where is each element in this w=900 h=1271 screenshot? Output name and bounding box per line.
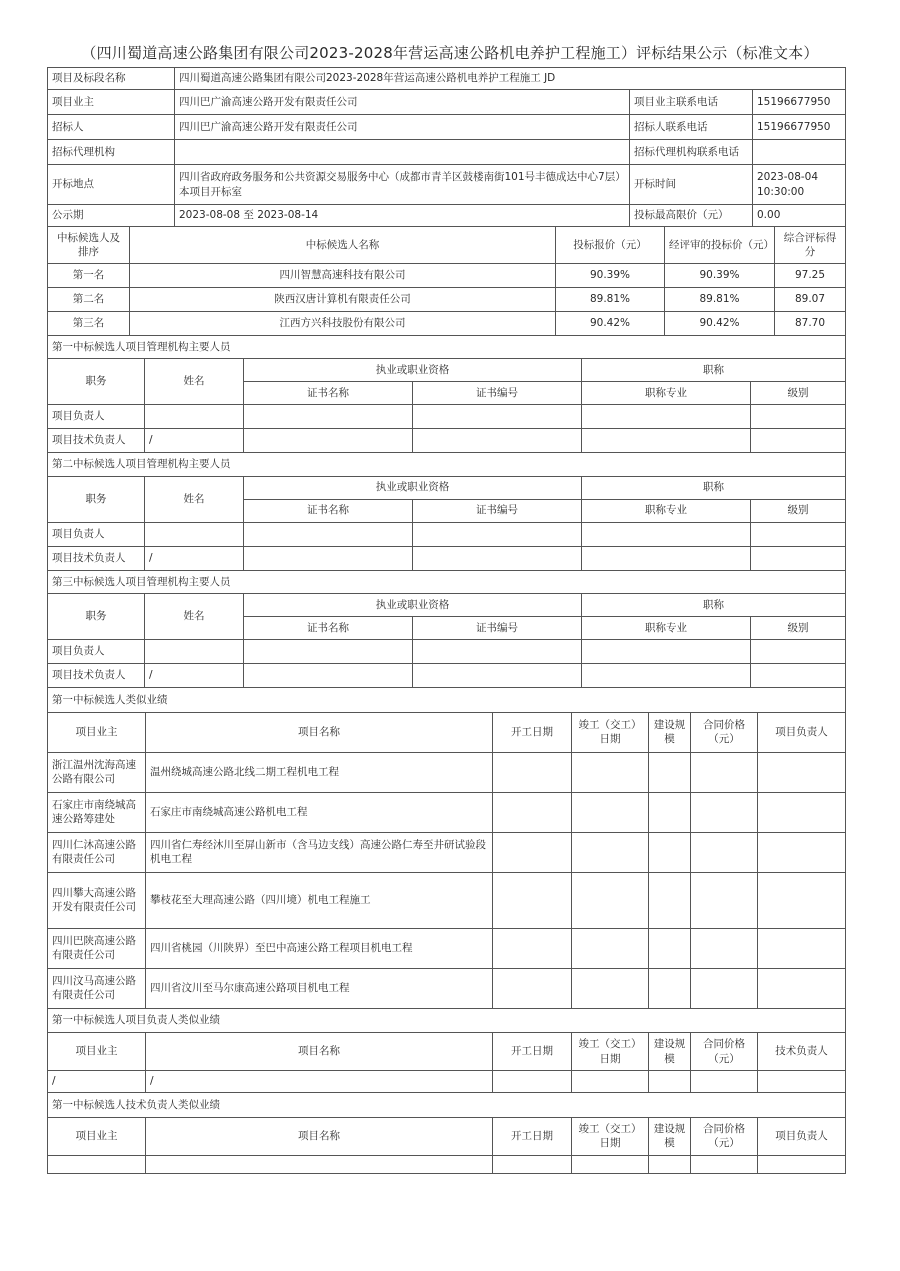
- owner-label: 项目业主: [48, 90, 175, 115]
- cert-no-header: 证书编号: [413, 382, 582, 405]
- table-row: [48, 792, 846, 832]
- level-header: 级别: [751, 499, 846, 522]
- perf-price-header: 合同价格（元）: [691, 712, 758, 752]
- candidate-name: 陕西汉唐计算机有限责任公司: [130, 287, 556, 311]
- duty-header: 职务: [48, 359, 145, 405]
- perf-leader-header: 项目负责人: [758, 712, 846, 752]
- table-row: [48, 405, 846, 429]
- time-label: 开标时间: [630, 165, 753, 205]
- perf-name-cell: /: [146, 1071, 493, 1093]
- table-row: [48, 546, 846, 570]
- perf-name-cell: 四川省桃园（川陕界）至巴中高速公路工程项目机电工程: [146, 928, 493, 968]
- table-row: [48, 263, 846, 287]
- table-row: [48, 968, 846, 1008]
- owner-phone-label: 项目业主联系电话: [630, 90, 753, 115]
- candidate-rank: 第三名: [48, 311, 130, 335]
- max-price-value: 0.00: [753, 205, 846, 227]
- qualification-header: 执业或职业资格: [244, 359, 582, 382]
- level-header: 级别: [751, 382, 846, 405]
- duty-cell: 项目技术负责人: [48, 664, 145, 688]
- title-major-header: 职称专业: [582, 382, 751, 405]
- job-title-header: 职称: [582, 476, 846, 499]
- title-major-header: 职称专业: [582, 617, 751, 640]
- table-row: [48, 752, 846, 792]
- perf-owner-cell: 四川汶马高速公路有限责任公司: [48, 968, 146, 1008]
- qualification-header: 执业或职业资格: [244, 476, 582, 499]
- perf-name-cell: 四川省仁寿经沐川至屏山新市（含马边支线）高速公路仁寿至井研试验段机电工程: [146, 832, 493, 872]
- duty-cell: 项目技术负责人: [48, 429, 145, 453]
- reviewed-header: 经评审的投标价（元）: [665, 227, 775, 263]
- cert-name-header: 证书名称: [244, 499, 413, 522]
- perf-finish-header: 竣工（交工）日期: [572, 1033, 649, 1071]
- perf-scale-header: 建设规模: [649, 1033, 691, 1071]
- perf-name-cell: 攀枝花至大理高速公路（四川境）机电工程施工: [146, 872, 493, 928]
- location-label: 开标地点: [48, 165, 175, 205]
- table-row: [48, 287, 846, 311]
- perf-owner-cell: 四川攀大高速公路开发有限责任公司: [48, 872, 146, 928]
- rank-header: 中标候选人及排序: [48, 227, 130, 263]
- perf-start-header: 开工日期: [493, 712, 572, 752]
- perf-owner-cell: 四川巴陕高速公路有限责任公司: [48, 928, 146, 968]
- qualification-header: 执业或职业资格: [244, 594, 582, 617]
- table-row: [48, 429, 846, 453]
- duty-cell: 项目负责人: [48, 640, 145, 664]
- tenderer-value: 四川巴广渝高速公路开发有限责任公司: [175, 115, 630, 140]
- owner-phone-value: 15196677950: [753, 90, 846, 115]
- perf-owner-header: 项目业主: [48, 1033, 146, 1071]
- perf-tech-leader-header: 技术负责人: [758, 1033, 846, 1071]
- project-label: 项目及标段名称: [48, 68, 175, 90]
- agency-phone-value: [753, 140, 846, 165]
- perf-start-header: 开工日期: [493, 1117, 572, 1155]
- candidate-reviewed: 90.39%: [665, 263, 775, 287]
- agency-phone-label: 招标代理机构联系电话: [630, 140, 753, 165]
- perf-owner-cell: 浙江温州沈海高速公路有限公司: [48, 752, 146, 792]
- time-clock: 10:30:00: [757, 185, 805, 198]
- tech-performance-table: [47, 1093, 846, 1174]
- agency-value: [175, 140, 630, 165]
- tenderer-phone-value: 15196677950: [753, 115, 846, 140]
- candidate-name: 江西方兴科技股份有限公司: [130, 311, 556, 335]
- table-row: [48, 311, 846, 335]
- table-row: [48, 664, 846, 688]
- personnel-section-title: 第三中标候选人项目管理机构主要人员: [48, 571, 846, 594]
- project-value: 四川蜀道高速公路集团有限公司2023-2028年营运高速公路机电养护工程施工 JD: [175, 68, 846, 90]
- perf-price-header: 合同价格（元）: [691, 1033, 758, 1071]
- job-title-header: 职称: [582, 594, 846, 617]
- candidates-table: [47, 227, 846, 336]
- name-header: 中标候选人名称: [130, 227, 556, 263]
- perf-owner-cell: 石家庄市南绕城高速公路筹建处: [48, 792, 146, 832]
- duty-cell: 项目负责人: [48, 405, 145, 429]
- table-row: [48, 640, 846, 664]
- candidate-score: 97.25: [775, 263, 846, 287]
- result-sheet: [47, 67, 845, 1174]
- cert-name-header: 证书名称: [244, 382, 413, 405]
- cert-no-header: 证书编号: [413, 617, 582, 640]
- perf-name-cell: 石家庄市南绕城高速公路机电工程: [146, 792, 493, 832]
- tenderer-label: 招标人: [48, 115, 175, 140]
- candidate-reviewed: 89.81%: [665, 287, 775, 311]
- perf-owner-cell: 四川仁沐高速公路有限责任公司: [48, 832, 146, 872]
- score-header: 综合评标得分: [775, 227, 846, 263]
- job-title-header: 职称: [582, 359, 846, 382]
- personnel-section-title: 第一中标候选人项目管理机构主要人员: [48, 336, 846, 359]
- period-label: 公示期: [48, 205, 175, 227]
- cert-name-header: 证书名称: [244, 617, 413, 640]
- person-name-cell: [145, 640, 244, 664]
- performance-table: [47, 688, 846, 1009]
- perf-name-header: 项目名称: [146, 1117, 493, 1155]
- personnel-table-3: [47, 571, 846, 689]
- candidate-score: 87.70: [775, 311, 846, 335]
- period-value: 2023-08-08 至 2023-08-14: [175, 205, 630, 227]
- time-date: 2023-08-04: [757, 171, 819, 184]
- duty-cell: 项目负责人: [48, 522, 145, 546]
- table-row: [48, 872, 846, 928]
- owner-value: 四川巴广渝高速公路开发有限责任公司: [175, 90, 630, 115]
- perf-name-header: 项目名称: [146, 1033, 493, 1071]
- cert-no-header: 证书编号: [413, 499, 582, 522]
- person-name-header: 姓名: [145, 594, 244, 640]
- perf-owner-header: 项目业主: [48, 1117, 146, 1155]
- perf-price-header: 合同价格（元）: [691, 1117, 758, 1155]
- tech-performance-title: 第一中标候选人技术负责人类似业绩: [48, 1093, 846, 1117]
- duty-cell: 项目技术负责人: [48, 546, 145, 570]
- perf-name-header: 项目名称: [146, 712, 493, 752]
- project-info-table: [47, 67, 846, 227]
- perf-leader-header: 项目负责人: [758, 1117, 846, 1155]
- leader-performance-title: 第一中标候选人项目负责人类似业绩: [48, 1009, 846, 1033]
- person-name-header: 姓名: [145, 359, 244, 405]
- perf-scale-header: 建设规模: [649, 712, 691, 752]
- max-price-label: 投标最高限价（元）: [630, 205, 753, 227]
- title-major-header: 职称专业: [582, 499, 751, 522]
- candidate-rank: 第一名: [48, 263, 130, 287]
- person-name-cell: [145, 522, 244, 546]
- personnel-table-1: [47, 336, 846, 454]
- perf-start-header: 开工日期: [493, 1033, 572, 1071]
- duty-header: 职务: [48, 476, 145, 522]
- table-row: [48, 1155, 846, 1173]
- candidate-name: 四川智慧高速科技有限公司: [130, 263, 556, 287]
- perf-finish-header: 竣工（交工）日期: [572, 1117, 649, 1155]
- person-name-cell: /: [145, 546, 244, 570]
- agency-label: 招标代理机构: [48, 140, 175, 165]
- duty-header: 职务: [48, 594, 145, 640]
- bid-header: 投标报价（元）: [556, 227, 665, 263]
- leader-performance-table: [47, 1009, 846, 1094]
- perf-owner-cell: /: [48, 1071, 146, 1093]
- candidate-bid: 89.81%: [556, 287, 665, 311]
- perf-finish-header: 竣工（交工）日期: [572, 712, 649, 752]
- candidate-reviewed: 90.42%: [665, 311, 775, 335]
- table-row: [48, 1071, 846, 1093]
- candidate-bid: 90.42%: [556, 311, 665, 335]
- candidate-score: 89.07: [775, 287, 846, 311]
- level-header: 级别: [751, 617, 846, 640]
- location-value: 四川省政府政务服务和公共资源交易服务中心（成都市青羊区鼓楼南街101号丰德成达中心7层）本项目开标室: [175, 165, 630, 205]
- performance-section-title: 第一中标候选人类似业绩: [48, 688, 846, 712]
- person-name-header: 姓名: [145, 476, 244, 522]
- person-name-cell: [145, 405, 244, 429]
- tenderer-phone-label: 招标人联系电话: [630, 115, 753, 140]
- time-value: [753, 165, 846, 205]
- table-row: [48, 832, 846, 872]
- perf-scale-header: 建设规模: [649, 1117, 691, 1155]
- personnel-section-title: 第二中标候选人项目管理机构主要人员: [48, 453, 846, 476]
- page-title: （四川蜀道高速公路集团有限公司2023-2028年营运高速公路机电养护工程施工）评标结果公示（标准文本）: [81, 44, 819, 62]
- perf-name-cell: 温州绕城高速公路北线二期工程机电工程: [146, 752, 493, 792]
- perf-owner-header: 项目业主: [48, 712, 146, 752]
- personnel-table-2: [47, 453, 846, 571]
- table-row: [48, 928, 846, 968]
- candidate-rank: 第二名: [48, 287, 130, 311]
- table-row: [48, 522, 846, 546]
- person-name-cell: /: [145, 664, 244, 688]
- person-name-cell: /: [145, 429, 244, 453]
- perf-name-cell: 四川省汶川至马尔康高速公路项目机电工程: [146, 968, 493, 1008]
- candidate-bid: 90.39%: [556, 263, 665, 287]
